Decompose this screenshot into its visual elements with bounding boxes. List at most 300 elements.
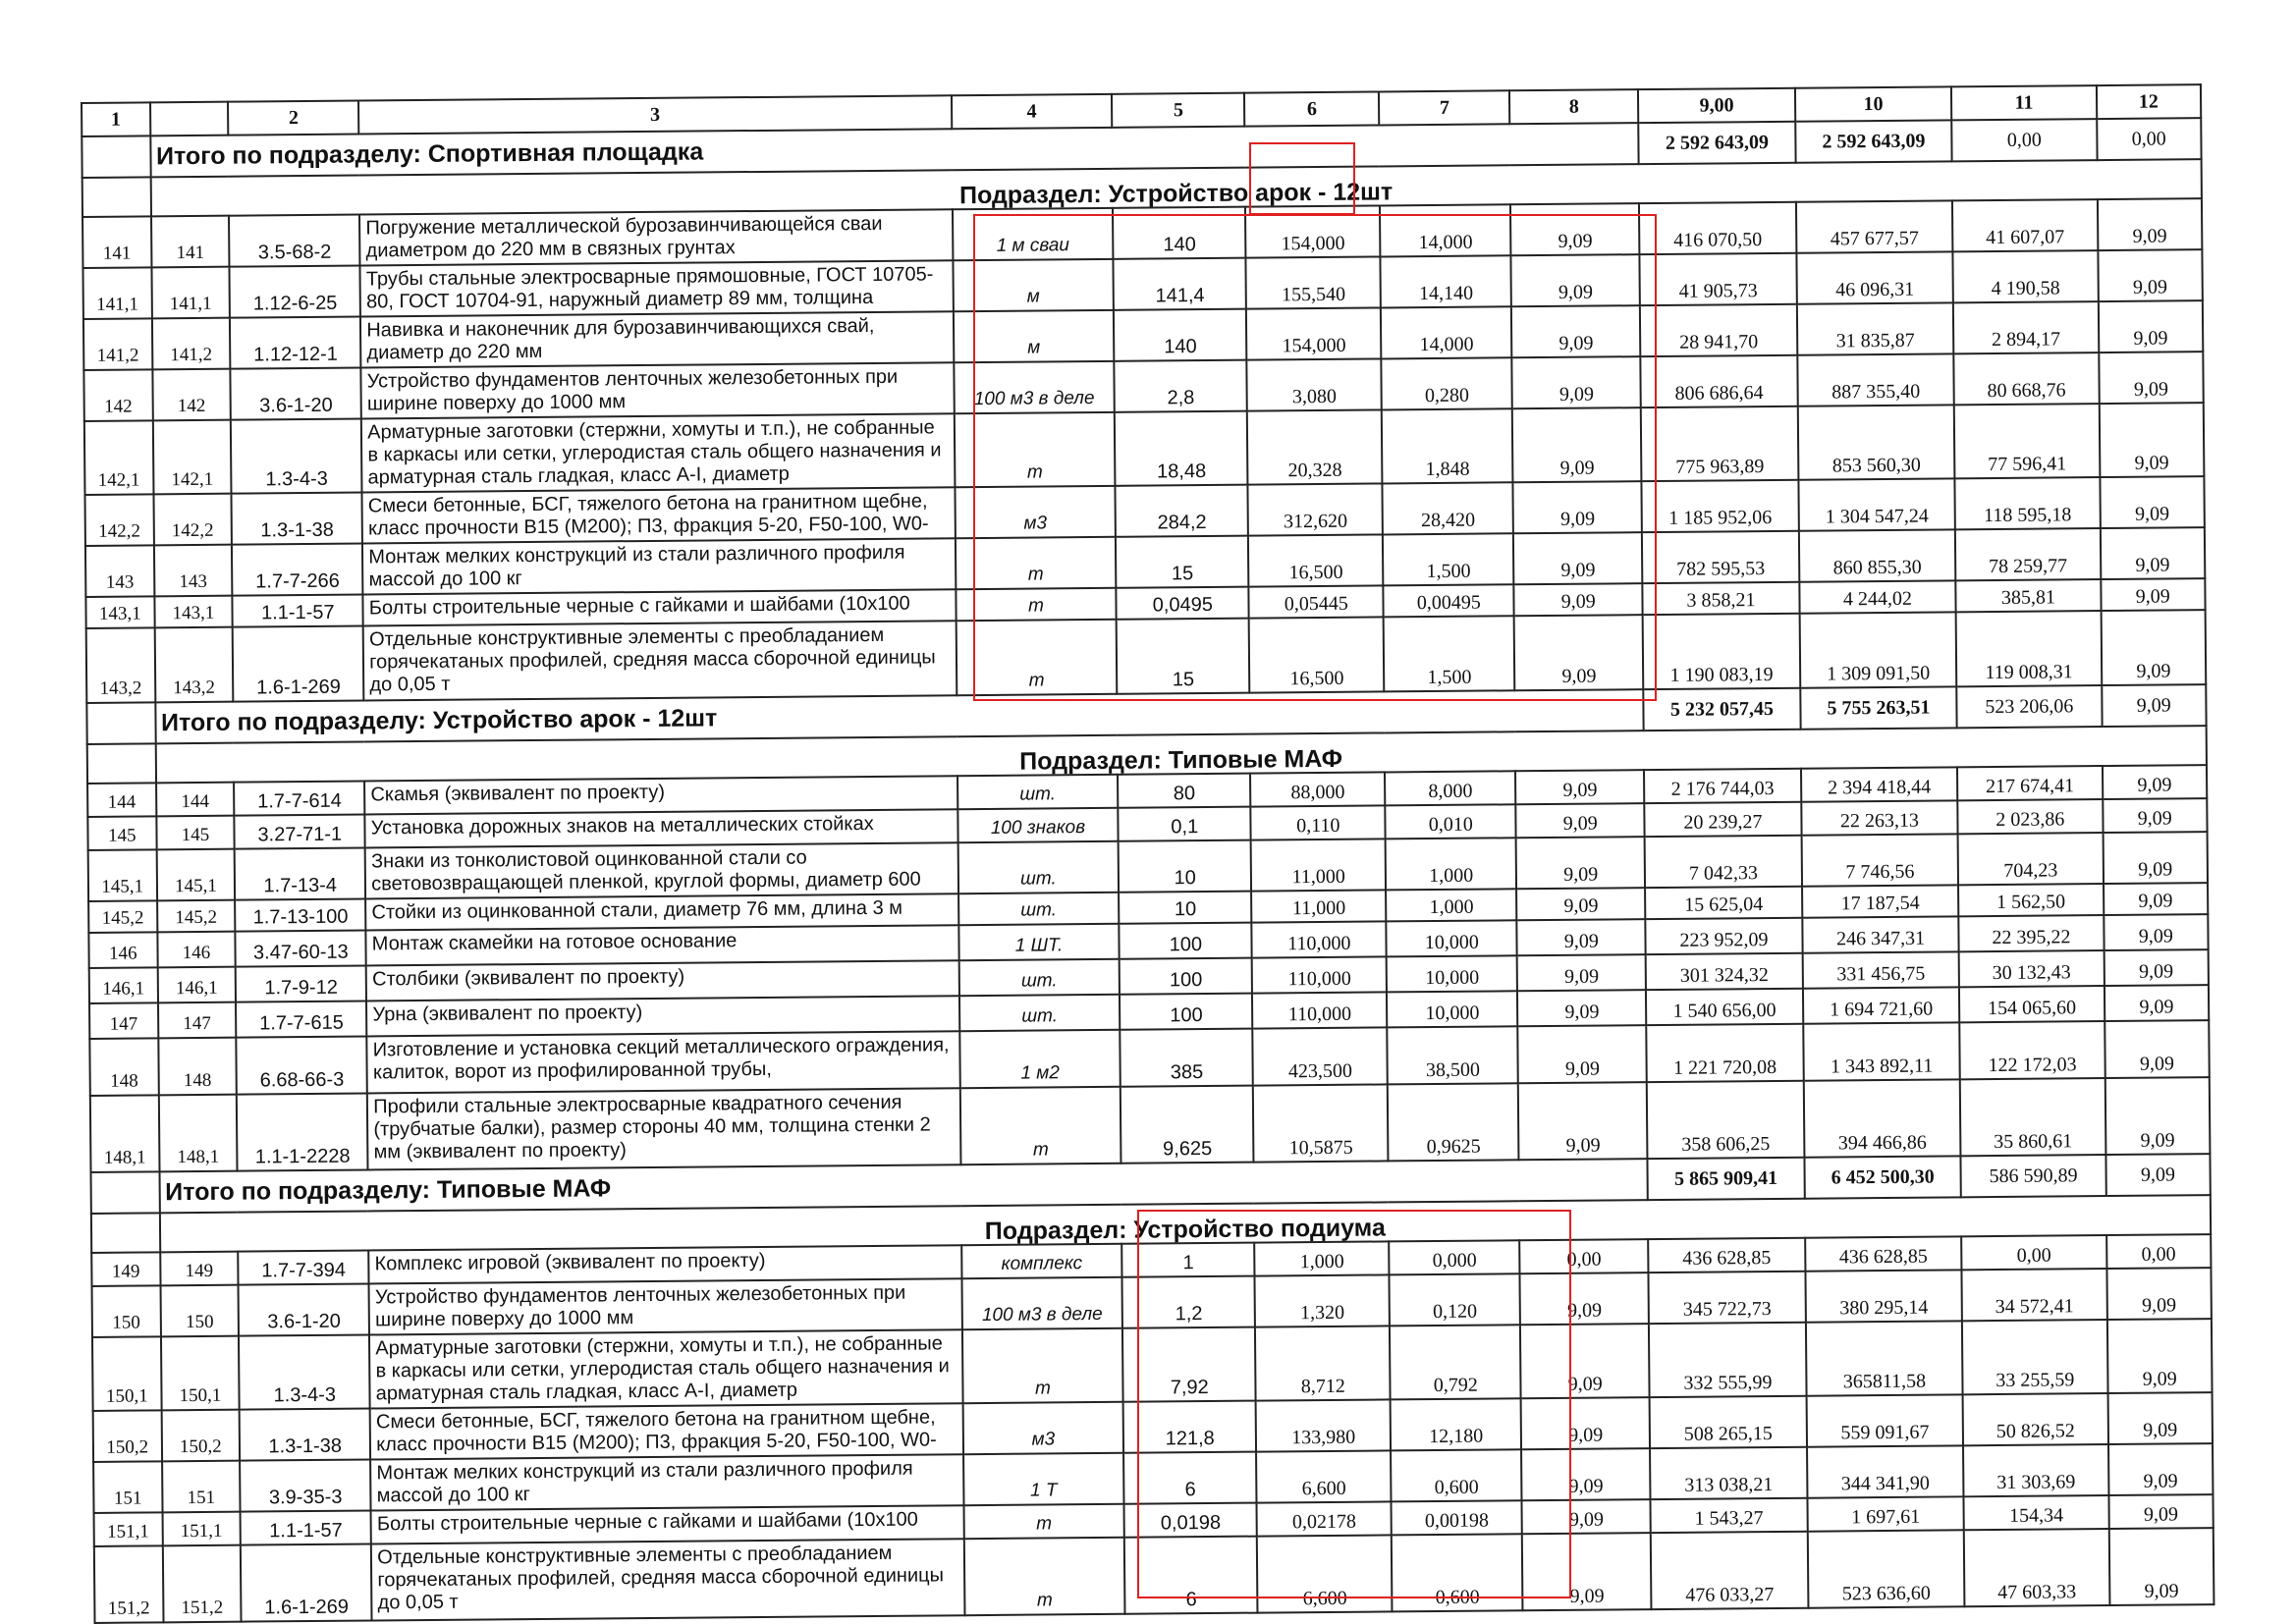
value-col6: 16,500: [1248, 534, 1383, 586]
total-value: 2 592 643,09: [1638, 122, 1795, 164]
value-col6: 0,02178: [1257, 1501, 1392, 1536]
percent-col12: 9,09: [2099, 403, 2204, 477]
work-name: Смеси бетонные, БСГ, тяжелого бетона на гранитном щебне, класс прочности В15 (М200); П3, фракция 5-20, F50-100, W0-: [370, 1403, 963, 1459]
position-number: 151: [162, 1461, 241, 1513]
cost-col9: 41 905,73: [1640, 253, 1797, 305]
quantity: 15: [1117, 619, 1250, 694]
value-col7: 0,600: [1392, 1534, 1523, 1611]
row-number: 141: [82, 216, 151, 268]
row-number: 142: [83, 369, 152, 421]
value-col7: 10,000: [1387, 920, 1517, 956]
row-number: 143: [85, 545, 154, 597]
cost-col10: 2 394 418,44: [1801, 767, 1958, 801]
cost-col10: 436 628,85: [1805, 1236, 1962, 1271]
quantity: 100: [1120, 958, 1252, 995]
total-value: 0,00: [1952, 119, 2098, 161]
unit: м3: [955, 486, 1116, 538]
unit: т: [956, 537, 1117, 589]
position-number: 151,1: [162, 1512, 241, 1546]
index-col8: 9,09: [1514, 615, 1644, 690]
diff-col11: 118 595,18: [1955, 477, 2101, 529]
value-col6: 0,110: [1251, 805, 1386, 839]
rate-code: 1.3-4-3: [239, 1334, 370, 1409]
value-col7: 1,500: [1383, 533, 1513, 585]
percent-col12: 9,09: [2107, 1392, 2213, 1444]
cost-col9: 1 185 952,06: [1642, 480, 1799, 532]
rate-code: 1.7-7-266: [232, 544, 362, 596]
work-name: Навивка и наконечник для бурозавинчивающихся свай, диаметр до 220 мм: [360, 311, 954, 367]
cost-col9: 1 543,27: [1651, 1498, 1808, 1533]
cost-col10: 331 456,75: [1802, 951, 1959, 988]
rate-code: 1.7-9-12: [236, 965, 366, 1001]
rate-code: 1.3-1-38: [240, 1408, 370, 1460]
cost-col10: 457 677,57: [1796, 200, 1953, 252]
value-col6: 8,712: [1255, 1326, 1391, 1400]
index-col8: 9,09: [1511, 305, 1640, 357]
quantity: 100: [1120, 923, 1252, 959]
percent-col12: 9,09: [2105, 1077, 2210, 1155]
position-number: 146,1: [157, 967, 236, 1003]
col-header: 12: [2096, 84, 2201, 119]
unit: 100 м3 в деле: [961, 1277, 1122, 1329]
quantity: 6: [1123, 1452, 1256, 1504]
position-number: 150,1: [161, 1336, 240, 1411]
cost-col10: 4 244,02: [1799, 580, 1956, 613]
cost-col9: 508 265,15: [1650, 1396, 1807, 1448]
rate-code: 1.12-6-25: [230, 266, 360, 318]
rate-code: 1.7-7-615: [236, 1001, 366, 1037]
total-value: 5 865 909,41: [1648, 1158, 1805, 1200]
cost-col9: 476 033,27: [1651, 1532, 1808, 1609]
position-number: 145,2: [157, 900, 236, 933]
percent-col12: 9,09: [2101, 610, 2206, 685]
diff-col11: 4 190,58: [1953, 250, 2099, 302]
quantity: 2,8: [1115, 360, 1247, 412]
value-col6: 10,5875: [1253, 1084, 1389, 1162]
value-col6: 11,000: [1251, 839, 1386, 891]
cost-col10: 7 746,56: [1801, 834, 1958, 886]
value-col7: 0,120: [1390, 1273, 1520, 1326]
unit: 1 м2: [959, 1030, 1121, 1088]
value-col7: 1,848: [1382, 408, 1513, 483]
percent-col12: 9,09: [2098, 300, 2203, 352]
unit: т: [962, 1328, 1123, 1403]
percent-col12: 9,09: [2098, 198, 2203, 250]
position-number: 143,2: [154, 627, 233, 703]
cost-col9: 806 686,64: [1641, 355, 1798, 407]
value-col7: 14,000: [1380, 204, 1510, 256]
diff-col11: 1 562,50: [1958, 884, 2104, 916]
value-col6: 3,080: [1247, 358, 1382, 410]
work-name: Монтаж мелких конструкций из стали различного профиля массой до 100 кг: [370, 1454, 963, 1510]
diff-col11: 30 132,43: [1959, 950, 2105, 987]
diff-col11: 47 603,33: [1964, 1529, 2109, 1606]
index-col8: 9,09: [1515, 770, 1644, 804]
percent-col12: 9,09: [2100, 476, 2205, 528]
index-col8: 9,09: [1517, 954, 1646, 991]
cost-col9: 1 540 656,00: [1646, 989, 1803, 1025]
percent-col12: 0,00: [2106, 1234, 2212, 1269]
row-number: 148,1: [90, 1095, 159, 1172]
row-number: 145: [87, 816, 156, 850]
percent-col12: 9,09: [2108, 1443, 2214, 1495]
value-col6: 110,000: [1252, 956, 1387, 993]
total-label: Итого по подразделу: Спортивная площадка: [150, 123, 1639, 177]
unit: т: [956, 588, 1117, 621]
work-name: Комплекс игровой (эквивалент по проекту): [368, 1245, 961, 1283]
row-number: 147: [89, 1002, 158, 1039]
table-body: [82, 84, 2214, 1623]
rate-code: 3.6-1-20: [231, 368, 361, 420]
unit: 1 ШТ.: [958, 924, 1120, 960]
total-value: 9,09: [2102, 684, 2207, 727]
col-header: 5: [1112, 93, 1244, 128]
percent-col12: 9,09: [2105, 1020, 2210, 1078]
rate-code: 1.6-1-269: [241, 1543, 372, 1621]
position-number: 141,2: [151, 318, 230, 370]
unit: шт.: [959, 995, 1121, 1031]
work-name: Профили стальные электросварные квадратного сечения (трубчатые балки), размер стороны 40 мм, толщина стенки 2 мм (эквивалент по проекту): [367, 1088, 960, 1169]
value-col7: 12,180: [1391, 1398, 1521, 1450]
value-col6: 155,540: [1246, 256, 1381, 308]
value-col6: 423,500: [1253, 1027, 1389, 1085]
work-name: Трубы стальные электросварные прямошовные, ГОСТ 10705-80, ГОСТ 10704-91, наружный диаметр 89 мм, толщина: [360, 260, 954, 316]
col-header: 7: [1379, 90, 1509, 125]
work-name: Урна (эквивалент по проекту): [366, 996, 959, 1036]
index-col8: 9,09: [1520, 1272, 1649, 1325]
value-col7: 10,000: [1387, 991, 1517, 1027]
position-number: 147: [158, 1002, 237, 1039]
diff-col11: 217 674,41: [1957, 766, 2103, 800]
quantity: 9,625: [1121, 1086, 1254, 1164]
value-col7: 1,500: [1384, 616, 1515, 691]
percent-col12: 9,09: [2106, 1319, 2212, 1393]
unit: шт.: [957, 841, 1119, 893]
value-col6: 1,320: [1255, 1274, 1390, 1326]
cost-col9: 1 221 720,08: [1646, 1024, 1803, 1082]
percent-col12: 9,09: [2104, 949, 2209, 986]
index-col8: 9,09: [1514, 583, 1643, 616]
index-col8: 0,00: [1519, 1239, 1648, 1273]
rate-code: 1.12-12-1: [230, 317, 360, 369]
value-col6: 1,000: [1254, 1241, 1389, 1275]
index-col8: 9,09: [1516, 837, 1645, 889]
diff-col11: 31 303,69: [1963, 1444, 2108, 1496]
quantity: 0,0198: [1124, 1503, 1257, 1538]
quantity: 15: [1116, 536, 1248, 588]
diff-col11: 2 894,17: [1953, 301, 2099, 353]
position-number: 142,1: [152, 420, 231, 495]
value-col6: 88,000: [1250, 772, 1385, 806]
total-value: 2 592 643,09: [1795, 120, 1952, 162]
work-name: Монтаж мелких конструкций из стали различного профиля массой до 100 кг: [362, 538, 956, 594]
work-name: Арматурные заготовки (стержни, хомуты и т.п.), не собранные в каркасы или сетки, углеродистая сталь общего назначения и арматурная сталь гладкая, класс А-I, диаметр: [361, 413, 955, 492]
diff-col11: 77 596,41: [1954, 404, 2100, 478]
quantity: 0,1: [1119, 807, 1251, 841]
diff-col11: 78 259,77: [1955, 528, 2101, 580]
quantity: 10: [1119, 840, 1251, 893]
index-col8: 9,09: [1521, 1448, 1650, 1500]
rate-code: 1.1-1-57: [241, 1510, 371, 1544]
diff-col11: 33 255,59: [1962, 1320, 2107, 1394]
value-col7: 0,280: [1382, 357, 1512, 409]
index-col8: 9,09: [1512, 407, 1642, 482]
unit: 1 м сваи: [953, 208, 1114, 260]
index-col8: 9,09: [1520, 1324, 1650, 1398]
rate-code: 3.9-35-3: [240, 1459, 370, 1511]
work-name: Арматурные заготовки (стержни, хомуты и т.п.), не собранные в каркасы или сетки, углеродистая сталь общего назначения и арматурная сталь гладкая, класс А-I, диаметр: [369, 1329, 962, 1408]
unit: т: [956, 620, 1117, 695]
estimate-table-page: [81, 83, 2214, 1624]
cost-col9: 28 941,70: [1640, 304, 1797, 356]
cost-col9: 775 963,89: [1641, 406, 1798, 481]
row-number: 149: [91, 1252, 160, 1286]
quantity: 18,48: [1115, 411, 1248, 486]
cost-col9: 301 324,32: [1646, 953, 1803, 990]
percent-col12: 9,09: [2098, 249, 2203, 301]
col-header: 8: [1509, 89, 1638, 124]
subsection-title: Подраздел: Типовые МАФ: [155, 726, 2207, 783]
cost-col10: 853 560,30: [1798, 405, 1955, 479]
rate-code: 3.6-1-20: [239, 1283, 369, 1335]
cost-col9: 7 042,33: [1645, 836, 1802, 888]
index-col8: 9,09: [1518, 1082, 1648, 1160]
cost-col9: 416 070,50: [1639, 202, 1796, 254]
percent-col12: 9,09: [2108, 1528, 2214, 1605]
unit: м: [953, 259, 1114, 311]
total-value: 5 232 057,45: [1643, 688, 1800, 731]
total-value: 6 452 500,30: [1804, 1156, 1961, 1198]
total-label: Итого по подразделу: Устройство арок - 12шт: [155, 689, 1644, 743]
cost-col10: 22 263,13: [1801, 800, 1958, 835]
value-col6: 16,500: [1249, 617, 1385, 692]
col-header: 3: [358, 95, 952, 134]
percent-col12: 9,09: [2103, 832, 2208, 884]
cost-col9: 2 176 744,03: [1644, 769, 1801, 803]
percent-col12: 9,09: [2108, 1494, 2214, 1529]
diff-col11: 41 607,07: [1952, 199, 2098, 251]
index-col8: 9,09: [1512, 356, 1641, 408]
cost-col10: 559 091,67: [1806, 1394, 1963, 1446]
cost-col10: 1 697,61: [1807, 1496, 1964, 1531]
quantity: 6: [1124, 1537, 1258, 1614]
work-name: Отдельные конструктивные элементы с преобладанием горячекатаных профилей, средняя масса сборочной единицы до 0,05 т: [363, 621, 957, 700]
quantity: 140: [1113, 207, 1245, 259]
percent-col12: 9,09: [2104, 883, 2209, 915]
work-name: Установка дорожных знаков на металлических стойках: [365, 809, 958, 847]
value-col6: 6,600: [1257, 1535, 1393, 1612]
work-name: Устройство фундаментов ленточных железобетонных при ширине поверху до 1000 мм: [369, 1278, 962, 1334]
cost-col10: 1 304 547,24: [1798, 478, 1955, 530]
rate-code: 3.27-71-1: [235, 815, 365, 849]
cost-col10: 523 636,60: [1808, 1530, 1965, 1607]
diff-col11: 154 065,60: [1959, 986, 2105, 1022]
position-number: 142: [152, 369, 231, 421]
rate-code: 1.7-7-614: [234, 782, 364, 816]
unit: т: [963, 1538, 1124, 1615]
cost-col9: 345 722,73: [1649, 1272, 1806, 1324]
position-number: 146: [157, 932, 236, 968]
cost-col10: 246 347,31: [1802, 916, 1959, 952]
quantity: 141,4: [1114, 258, 1246, 310]
cost-col9: 332 555,99: [1649, 1323, 1806, 1397]
row-number: 151,1: [94, 1512, 163, 1546]
unit: шт.: [957, 775, 1119, 809]
index-col8: 9,09: [1522, 1533, 1652, 1610]
diff-col11: 22 395,22: [1959, 915, 2105, 951]
index-col8: 9,09: [1517, 919, 1646, 955]
quantity: 1: [1121, 1243, 1254, 1277]
quantity: 385: [1121, 1029, 1254, 1087]
row-number: 145,2: [88, 900, 157, 933]
diff-col11: 704,23: [1958, 833, 2104, 885]
diff-col11: 122 172,03: [1960, 1021, 2105, 1079]
unit: т: [963, 1504, 1124, 1539]
row-number: 142,1: [84, 420, 153, 495]
value-col7: 0,600: [1391, 1449, 1521, 1501]
col-header: 2: [228, 101, 358, 135]
value-col7: 8,000: [1385, 771, 1515, 805]
rate-code: 1.6-1-269: [233, 626, 364, 702]
row-number: 146,1: [89, 967, 158, 1003]
row-number: 151: [93, 1461, 162, 1513]
diff-col11: 34 572,41: [1962, 1269, 2107, 1321]
index-col8: 9,09: [1511, 254, 1640, 306]
unit: шт.: [958, 959, 1120, 996]
percent-col12: 9,09: [2103, 798, 2208, 833]
total-value: 523 206,06: [1957, 685, 2103, 728]
work-name: Отдельные конструктивные элементы с преобладанием горячекатаных профилей, средняя масса сборочной единицы до 0,05 т: [371, 1539, 964, 1620]
value-col7: 14,000: [1381, 306, 1511, 358]
unit: комплекс: [961, 1244, 1122, 1278]
diff-col11: 385,81: [1956, 579, 2102, 612]
work-name: Монтаж скамейки на готовое основание: [366, 925, 959, 965]
position-number: 145: [156, 816, 235, 850]
total-label: Итого по подразделу: Типовые МАФ: [159, 1159, 1648, 1213]
quantity: 121,8: [1123, 1401, 1256, 1453]
cost-col10: 394 466,86: [1804, 1079, 1961, 1157]
value-col6: 312,620: [1248, 483, 1383, 535]
position-number: 143: [153, 545, 232, 597]
unit: т: [959, 1087, 1121, 1164]
total-value: 586 590,89: [1961, 1155, 2106, 1197]
unit: т: [954, 412, 1115, 487]
cost-col9: 3 858,21: [1643, 582, 1800, 615]
value-col7: 0,010: [1386, 804, 1516, 839]
index-col8: 9,09: [1513, 532, 1642, 584]
cost-col10: 1 309 091,50: [1799, 612, 1956, 687]
index-col8: 9,09: [1521, 1397, 1650, 1449]
index-col8: 9,09: [1516, 888, 1645, 920]
percent-col12: 9,09: [2106, 1268, 2212, 1320]
cost-col10: 46 096,31: [1796, 251, 1953, 303]
diff-col11: 154,34: [1964, 1495, 2109, 1530]
rate-code: 1.7-7-394: [239, 1250, 369, 1284]
row-number: 142,2: [84, 494, 153, 546]
position-number: 141,1: [151, 267, 230, 319]
value-col7: 10,000: [1387, 955, 1517, 992]
rate-code: 3.47-60-13: [236, 930, 366, 966]
cost-col10: 380 295,14: [1805, 1270, 1962, 1322]
row-number: 143,2: [86, 627, 155, 703]
value-col6: 133,980: [1256, 1399, 1391, 1451]
cost-col9: 15 625,04: [1645, 887, 1802, 919]
position-number: 144: [156, 783, 235, 817]
diff-col11: 50 826,52: [1963, 1393, 2108, 1445]
subsection-title: Подраздел: Устройство подиума: [159, 1195, 2211, 1252]
col-header: 11: [1951, 85, 2097, 120]
quantity: 80: [1118, 774, 1250, 808]
cost-col10: 887 355,40: [1797, 353, 1954, 406]
cost-col9: 358 606,25: [1647, 1081, 1804, 1159]
col-header: 4: [952, 94, 1113, 129]
value-col6: 154,000: [1245, 205, 1380, 257]
col-header: 9,00: [1638, 88, 1795, 123]
value-col6: 11,000: [1251, 890, 1386, 922]
value-col6: 110,000: [1252, 921, 1387, 957]
diff-col11: 80 668,76: [1954, 352, 2100, 405]
cost-col9: 1 190 083,19: [1643, 614, 1800, 689]
diff-col11: 119 008,31: [1956, 611, 2102, 686]
col-header: 1: [82, 102, 150, 136]
row-number: 144: [87, 783, 156, 817]
work-name: Погружение металлической бурозавинчивающейся сваи диаметром до 220 мм в связных грунтах: [359, 209, 953, 265]
estimate-table: [81, 83, 2214, 1624]
value-col6: 110,000: [1252, 992, 1387, 1028]
unit: м: [954, 310, 1115, 362]
row-number: 150: [92, 1285, 161, 1337]
percent-col12: 9,09: [2103, 765, 2208, 799]
quantity: 0,0495: [1117, 587, 1249, 620]
value-col7: 1,000: [1386, 889, 1516, 921]
position-number: 143,1: [154, 596, 233, 628]
index-col8: 9,09: [1522, 1499, 1651, 1534]
work-name: Изготовление и установка секций металлического ограждения, калиток, ворот из профилированной трубы,: [367, 1031, 960, 1093]
total-value: 9,09: [2105, 1154, 2211, 1196]
rate-code: 1.1-1-2228: [237, 1093, 368, 1170]
work-name: Скамья (эквивалент по проекту): [364, 776, 957, 814]
index-col8: 9,09: [1517, 990, 1646, 1026]
index-col8: 9,09: [1513, 481, 1642, 533]
row-number: 145,1: [88, 849, 157, 901]
work-name: Стойки из оцинкованной стали, диаметр 76 мм, длина 3 м: [365, 893, 958, 930]
row-number: 148: [89, 1038, 158, 1096]
work-name: Столбики (эквивалент по проекту): [366, 960, 959, 1001]
row-number: 150,2: [93, 1410, 162, 1462]
index-col8: 9,09: [1510, 203, 1639, 255]
rate-code: 1.7-13-100: [235, 898, 365, 931]
position-number: 151,2: [162, 1545, 241, 1623]
subsection-title: Подраздел: Устройство арок - 12шт: [150, 159, 2202, 216]
work-name: Знаки из тонколистовой оцинкованной стали со световозвращающей пленкой, круглой формы, диаметр 600: [365, 842, 958, 898]
rate-code: 1.3-1-38: [232, 493, 362, 545]
rate-code: 1.1-1-57: [233, 595, 363, 627]
cost-col10: 17 187,54: [1802, 885, 1959, 917]
value-col7: 0,9625: [1388, 1083, 1519, 1161]
row-number: 151,2: [94, 1545, 163, 1623]
position-number: 142,2: [153, 494, 232, 546]
rate-code: 3.5-68-2: [229, 215, 359, 267]
cost-col9: 223 952,09: [1646, 918, 1803, 954]
row-number: 141,1: [82, 267, 151, 319]
position-number: 149: [160, 1252, 239, 1286]
value-col7: 28,420: [1383, 482, 1513, 534]
quantity: 7,92: [1122, 1327, 1256, 1402]
cost-col9: 436 628,85: [1648, 1238, 1805, 1272]
total-value: 5 755 263,51: [1800, 686, 1957, 729]
position-number: 150: [160, 1285, 239, 1337]
row-number: 146: [88, 932, 157, 968]
